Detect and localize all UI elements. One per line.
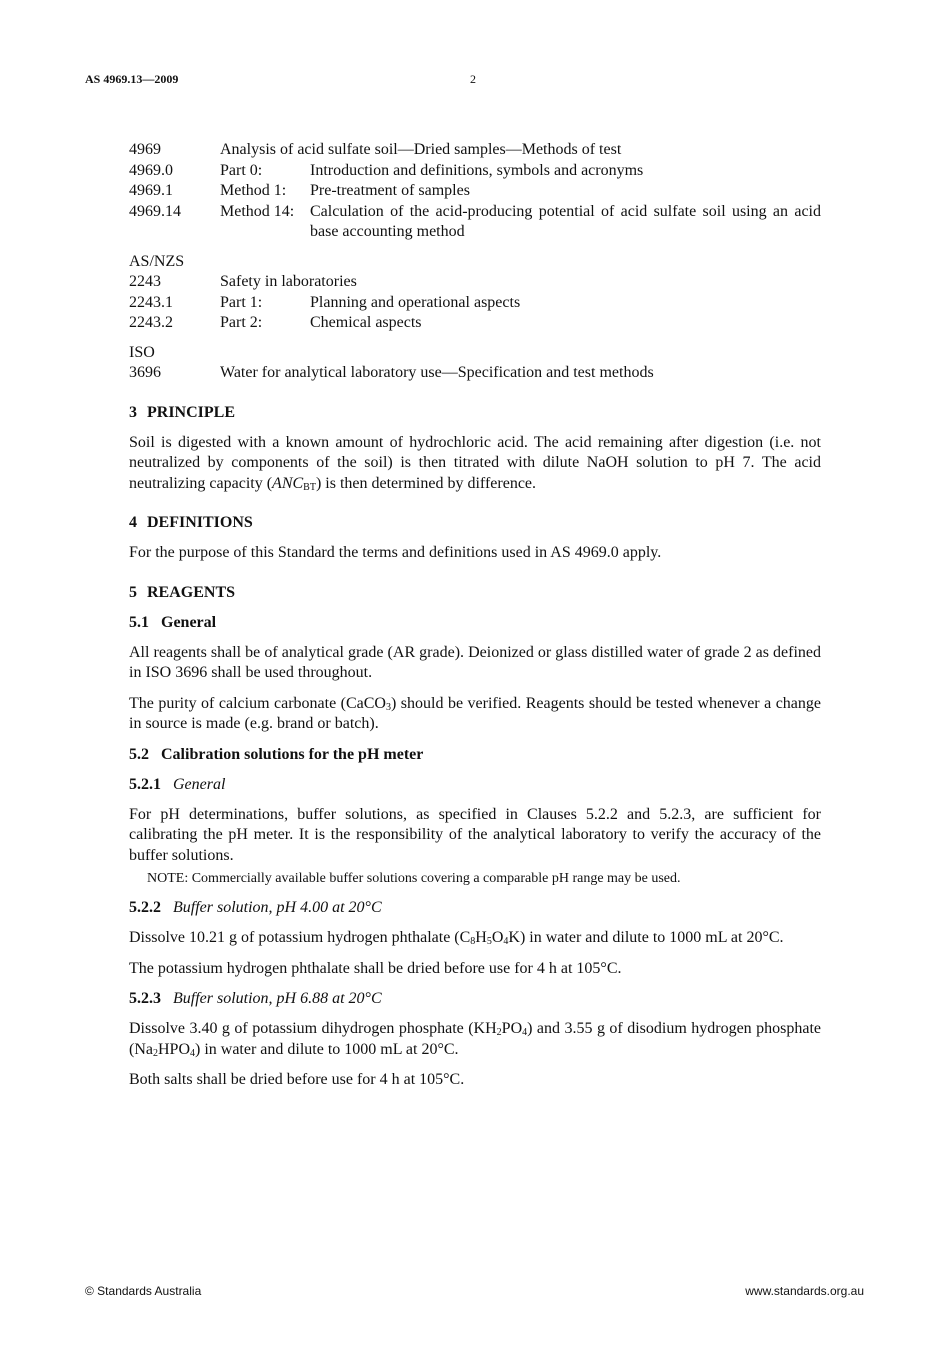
reference-part: Part 0: <box>220 161 263 179</box>
reference-number: 4969 <box>129 141 161 158</box>
reference-title: Analysis of acid sulfate soil—Dried samples—Methods of test <box>220 141 622 158</box>
reference-number: 4969.14 <box>129 202 181 220</box>
reference-title: Pre-treatment of samples <box>310 182 470 199</box>
reference-number: 4969.0 <box>129 161 173 179</box>
reference-title: Water for analytical laboratory use—Specification and test methods <box>220 364 654 381</box>
subscript: 2 <box>496 1027 502 1038</box>
text-run: H <box>475 929 487 946</box>
header-standard-id: AS 4969.13—2009 <box>85 72 179 86</box>
note: NOTE: Commercially available buffer solutions covering a comparable pH range may be used. <box>147 871 681 886</box>
section-heading-principle <box>129 403 821 423</box>
section-number: 5 <box>129 583 137 601</box>
subscript: 3 <box>385 701 391 713</box>
text-run: Dissolve 10.21 g of potassium hydrogen phthalate (C <box>129 929 471 946</box>
subsection-number: 5.1 <box>129 613 149 631</box>
section-heading-definitions <box>129 513 821 533</box>
text-run: Dissolve 3.40 g of potassium dihydrogen phosphate (KH <box>129 1020 497 1037</box>
reference-title: Safety in laboratories <box>220 273 357 290</box>
subscript: 2 <box>152 1047 158 1059</box>
clause-number: 5.2.1 <box>129 775 161 793</box>
reference-title: Calculation of the acid-producing potential of acid sulfate soil using an acid base accounting method <box>310 202 821 240</box>
clause-title: Buffer solution, pH 6.88 at 20°C <box>173 990 382 1007</box>
reference-group-label: AS/NZS <box>129 252 185 270</box>
section-number: 3 <box>129 403 137 421</box>
reference-row <box>129 313 821 334</box>
text-run: The purity of calcium carbonate (CaCO <box>129 694 386 712</box>
clause-5-2-2-paragraph-1 <box>129 928 821 949</box>
clause-heading-5-2-1 <box>129 775 821 795</box>
reference-row <box>129 293 821 314</box>
text-run: ) in water and dilute to 1000 mL at 20°C. <box>195 1040 459 1058</box>
clause-number: 5.2.3 <box>129 990 161 1007</box>
clause-heading-5-2-3 <box>129 989 821 1009</box>
reference-row <box>129 202 821 243</box>
reference-part: Method 1: <box>220 182 287 199</box>
footer-copyright: © Standards Australia <box>85 1284 202 1298</box>
text-run: ) is then determined by difference. <box>315 474 537 492</box>
principle-paragraph <box>129 433 821 495</box>
subsection-title: Calibration solutions for the pH meter <box>161 745 424 763</box>
reference-row <box>129 140 821 161</box>
definitions-paragraph: For the purpose of this Standard the terms and definitions used in AS 4969.0 apply. <box>129 544 662 561</box>
reference-number: 2243.1 <box>129 293 173 311</box>
reference-row <box>129 161 821 182</box>
subsection-heading-calibration <box>129 745 821 765</box>
subscript: 4 <box>190 1047 195 1059</box>
subsection-heading-general <box>129 613 821 633</box>
clause-heading-5-2-2 <box>129 898 821 918</box>
footer-website[interactable]: www.standards.org.au <box>745 1284 864 1298</box>
page-body <box>129 140 821 1091</box>
text-run: PO <box>501 1020 523 1037</box>
text-run: K) in water and dilute to 1000 mL at 20°C. <box>508 929 784 946</box>
clause-5-2-3-paragraph-2: Both salts shall be dried before use for 4 h at 105°C. <box>129 1071 465 1088</box>
reference-number: 2243 <box>129 273 161 290</box>
subsection-title: General <box>161 613 217 631</box>
text-run: Soil is digested with a known amount of hydrochloric acid. The acid remaining after digestion (i.e. not neutralized by components of the soil) is then titrated with dilute NaOH solution to pH 7. The acid neutralizing capacity ( <box>129 433 821 492</box>
reference-group-asnzs <box>129 252 821 334</box>
reference-row <box>129 272 821 293</box>
clause-number: 5.2.2 <box>129 899 161 916</box>
reference-title: Introduction and definitions, symbols and acronyms <box>310 161 644 179</box>
subscript: 8 <box>470 936 476 947</box>
section-title: REAGENTS <box>147 583 236 601</box>
reference-number: 4969.1 <box>129 182 173 199</box>
reference-title: Chemical aspects <box>310 314 422 331</box>
section-title: PRINCIPLE <box>147 403 236 421</box>
section-number: 4 <box>129 514 137 531</box>
subsection-number: 5.2 <box>129 745 149 763</box>
clause-title: General <box>173 775 226 793</box>
section-heading-reagents <box>129 583 821 603</box>
reference-part: Method 14: <box>220 202 295 220</box>
clause-5-2-2-paragraph-2: The potassium hydrogen phthalate shall be dried before use for 4 h at 105°C. <box>129 959 622 977</box>
general-paragraph-2 <box>129 694 821 735</box>
text-run: HPO <box>157 1040 190 1058</box>
clause-title: Buffer solution, pH 4.00 at 20°C <box>173 899 382 916</box>
variable-anc: ANC <box>272 474 304 492</box>
section-title: DEFINITIONS <box>147 514 253 531</box>
text-run: ) should be verified. Reagents should be tested whenever a change in source is made (e.g. brand or batch). <box>129 694 821 732</box>
subscript: 4 <box>522 1027 528 1038</box>
reference-number: 2243.2 <box>129 314 173 331</box>
subscript: 5 <box>486 936 492 947</box>
reference-number: 3696 <box>129 364 161 381</box>
text-run: O <box>491 929 504 946</box>
reference-title: Planning and operational aspects <box>310 293 521 311</box>
reference-part: Part 1: <box>220 293 263 311</box>
reference-group-as <box>129 140 821 243</box>
clause-5-2-1-paragraph: For pH determinations, buffer solutions, as specified in Clauses 5.2.2 and 5.2.3, are sufficient for calibrating the pH meter. It is the responsibility of the analytical laboratory to verify the accuracy of the buffer solutions. <box>129 805 821 864</box>
header-page-number: 2 <box>470 72 476 86</box>
reference-part: Part 2: <box>220 314 263 331</box>
clause-5-2-3-paragraph-1 <box>129 1019 821 1060</box>
reference-row <box>129 181 821 202</box>
text-run: ) and 3.55 g of disodium hydrogen phosphate (Na <box>129 1020 822 1058</box>
reference-group-label: ISO <box>129 343 155 361</box>
subscript: 4 <box>503 936 509 947</box>
subscript: BT <box>303 481 316 493</box>
reference-group-iso <box>129 343 821 384</box>
general-paragraph-1: All reagents shall be of analytical grade (AR grade). Deionized or glass distilled water of grade 2 as defined in ISO 3696 shall be used throughout. <box>129 643 821 681</box>
reference-row <box>129 363 821 384</box>
